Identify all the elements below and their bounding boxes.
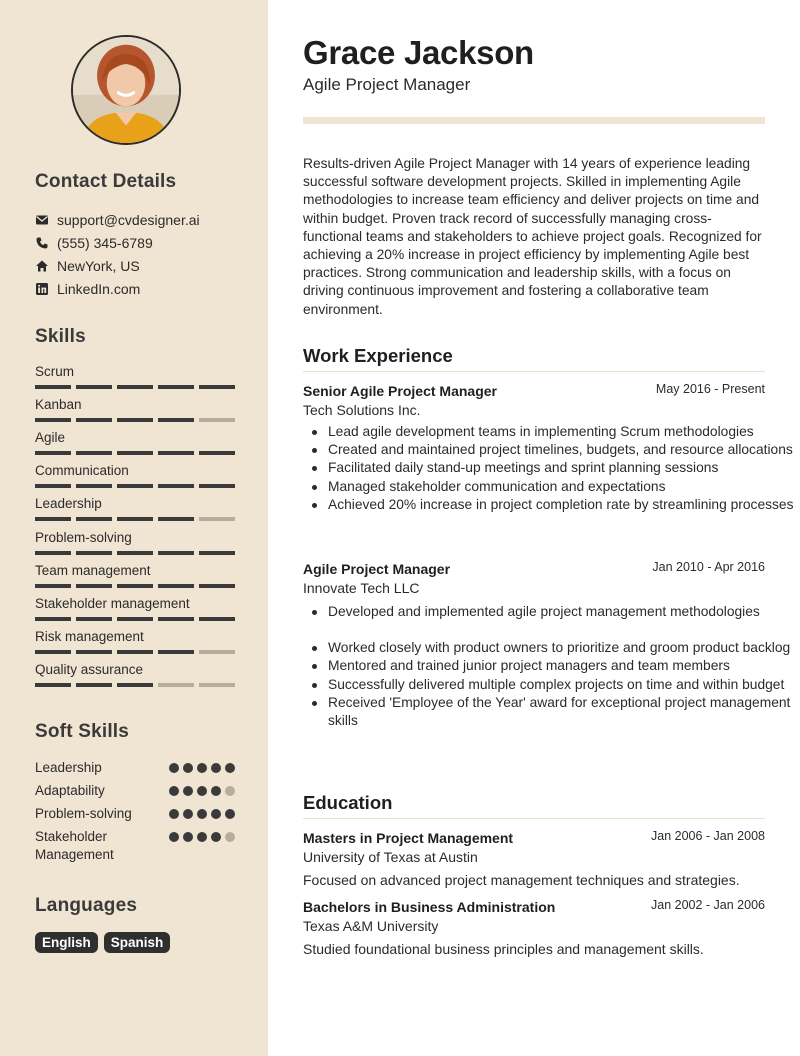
skill-name: Quality assurance bbox=[35, 661, 144, 677]
summary: Results-driven Agile Project Manager with 14 years of experience leading successful software development projects. Skilled in implementing Agile methodologies to increase team efficiency and deliver projects on time and within budget. Proven track record of successfully managing cross-functional teams and stakeholders to achieve project goals. Recognized for achieving a 20% increase in project efficiency by implementing Agile best practices. Strong communication and leadership skills, with a focus on driving continuous improvement and fostering a collaborative team environment. bbox=[303, 156, 762, 317]
skill-level-segment bbox=[117, 584, 153, 588]
skill-level-segment bbox=[117, 385, 153, 389]
skill-name: Agile bbox=[35, 430, 66, 446]
list-item: Worked closely with product owners to prioritize and groom product backlog bbox=[328, 639, 794, 657]
experience-divider bbox=[303, 371, 765, 372]
skill-item bbox=[35, 595, 235, 621]
skill-level-segment bbox=[199, 418, 235, 422]
skill-level-segment bbox=[158, 551, 194, 555]
skill-level-segment bbox=[158, 584, 194, 588]
skill-level-segment bbox=[199, 551, 235, 555]
soft-skill-rating bbox=[169, 763, 235, 773]
contact-phone-text: (555) 345-6789 bbox=[57, 235, 153, 251]
skill-level-segment bbox=[35, 385, 71, 389]
language-badge: Spanish bbox=[104, 932, 171, 953]
list-item: Managed stakeholder communication and expectations bbox=[328, 478, 794, 496]
skill-level-segment bbox=[76, 551, 112, 555]
skill-level-segment bbox=[199, 385, 235, 389]
skill-level-segment bbox=[158, 451, 194, 455]
rating-dot bbox=[211, 809, 221, 819]
education-date: Jan 2006 - Jan 2008 bbox=[651, 829, 765, 843]
list-item: Facilitated daily stand-up meetings and sprint planning sessions bbox=[328, 459, 794, 477]
languages-list bbox=[35, 932, 170, 953]
skill-name: Kanban bbox=[35, 397, 82, 413]
skill-item bbox=[35, 661, 235, 687]
skills-title: Skills bbox=[35, 326, 86, 347]
skill-name: Leadership bbox=[35, 496, 102, 512]
skill-level-segment bbox=[35, 617, 71, 621]
skill-level-segment bbox=[35, 551, 71, 555]
skill-level-segment bbox=[76, 683, 112, 687]
skill-level-segment bbox=[117, 484, 153, 488]
skill-level-bar bbox=[35, 617, 235, 621]
rating-dot bbox=[197, 832, 207, 842]
skill-level-segment bbox=[158, 617, 194, 621]
candidate-name: Grace Jackson bbox=[303, 34, 534, 71]
skill-level-segment bbox=[35, 484, 71, 488]
skill-level-segment bbox=[35, 418, 71, 422]
education-description: Focused on advanced project management techniques and strategies. bbox=[303, 872, 740, 888]
skill-level-segment bbox=[76, 385, 112, 389]
rating-dot bbox=[225, 832, 235, 842]
skill-level-segment bbox=[117, 451, 153, 455]
skill-level-segment bbox=[199, 617, 235, 621]
job-company: Tech Solutions Inc. bbox=[303, 402, 421, 418]
skill-level-segment bbox=[158, 484, 194, 488]
list-item: Mentored and trained junior project managers and team members bbox=[328, 657, 794, 675]
skill-level-bar bbox=[35, 551, 235, 555]
linkedin-icon bbox=[35, 282, 49, 296]
languages-title: Languages bbox=[35, 895, 138, 916]
rating-dot bbox=[169, 763, 179, 773]
skill-level-segment bbox=[76, 650, 112, 654]
rating-dot bbox=[225, 809, 235, 819]
skill-level-segment bbox=[199, 484, 235, 488]
skill-level-segment bbox=[117, 551, 153, 555]
rating-dot bbox=[183, 763, 193, 773]
contact-email-text: support@cvdesigner.ai bbox=[57, 212, 200, 228]
skill-item bbox=[35, 562, 235, 588]
soft-skill-name: Problem-solving bbox=[35, 806, 132, 821]
skill-level-bar bbox=[35, 484, 235, 488]
skill-item bbox=[35, 628, 235, 654]
list-item: Received 'Employee of the Year' award for exceptional project management skills bbox=[328, 694, 794, 730]
rating-dot bbox=[183, 786, 193, 796]
skill-level-segment bbox=[199, 650, 235, 654]
language-badge: English bbox=[35, 932, 98, 953]
skill-level-segment bbox=[117, 617, 153, 621]
home-icon bbox=[35, 259, 49, 273]
rating-dot bbox=[183, 809, 193, 819]
rating-dot bbox=[169, 786, 179, 796]
skill-level-bar bbox=[35, 650, 235, 654]
skill-level-segment bbox=[199, 683, 235, 687]
education-description: Studied foundational business principles and management skills. bbox=[303, 941, 704, 957]
skill-level-segment bbox=[35, 584, 71, 588]
list-item: Developed and implemented agile project management methodologies bbox=[328, 603, 794, 621]
skill-level-segment bbox=[35, 451, 71, 455]
job-date: May 2016 - Present bbox=[655, 382, 765, 396]
soft-skill-name: Stakeholder Management bbox=[35, 829, 114, 862]
skill-level-bar bbox=[35, 451, 235, 455]
soft-skill-rating bbox=[169, 832, 235, 842]
job-bullets bbox=[303, 603, 794, 730]
rating-dot bbox=[197, 763, 207, 773]
degree-title: Masters in Project Management bbox=[303, 830, 514, 846]
skill-level-segment bbox=[35, 650, 71, 654]
avatar bbox=[71, 35, 181, 145]
rating-dot bbox=[197, 809, 207, 819]
skill-level-bar bbox=[35, 584, 235, 588]
skill-level-segment bbox=[199, 517, 235, 521]
rating-dot bbox=[211, 786, 221, 796]
skill-level-segment bbox=[117, 683, 153, 687]
phone-icon bbox=[35, 236, 49, 250]
envelope-icon bbox=[35, 213, 49, 227]
skill-level-bar bbox=[35, 385, 235, 389]
contact-title: Contact Details bbox=[35, 171, 177, 192]
skill-level-bar bbox=[35, 418, 235, 422]
skill-name: Communication bbox=[35, 463, 129, 479]
rating-dot bbox=[183, 832, 193, 842]
contact-location bbox=[35, 258, 140, 274]
skill-level-segment bbox=[199, 451, 235, 455]
skill-name: Team management bbox=[35, 562, 151, 578]
contact-linkedin-text: LinkedIn.com bbox=[57, 281, 141, 297]
skill-level-segment bbox=[158, 418, 194, 422]
header-divider bbox=[303, 117, 765, 124]
rating-dot bbox=[225, 763, 235, 773]
skill-item bbox=[35, 363, 235, 389]
soft-skills-title: Soft Skills bbox=[35, 721, 130, 742]
rating-dot bbox=[197, 786, 207, 796]
skill-level-bar bbox=[35, 683, 235, 687]
skill-level-segment bbox=[76, 617, 112, 621]
education-date: Jan 2002 - Jan 2006 bbox=[651, 898, 765, 912]
education-divider bbox=[303, 818, 765, 819]
skill-level-segment bbox=[76, 484, 112, 488]
school-name: Texas A&M University bbox=[303, 918, 439, 934]
skill-name: Problem-solving bbox=[35, 529, 132, 545]
main-content bbox=[268, 0, 800, 1056]
school-name: University of Texas at Austin bbox=[303, 849, 478, 865]
skill-level-segment bbox=[199, 584, 235, 588]
skill-level-segment bbox=[158, 385, 194, 389]
education-title: Education bbox=[303, 792, 393, 813]
skill-level-segment bbox=[117, 650, 153, 654]
rating-dot bbox=[211, 763, 221, 773]
list-item: Lead agile development teams in implementing Scrum methodologies bbox=[328, 423, 794, 441]
skill-name: Risk management bbox=[35, 628, 144, 644]
rating-dot bbox=[169, 832, 179, 842]
skill-name: Scrum bbox=[35, 364, 75, 379]
job-date: Jan 2010 - Apr 2016 bbox=[652, 560, 765, 574]
rating-dot bbox=[225, 786, 235, 796]
skill-level-segment bbox=[158, 517, 194, 521]
job-company: Innovate Tech LLC bbox=[303, 580, 420, 596]
skill-item bbox=[35, 529, 235, 555]
list-item: Created and maintained project timelines, budgets, and resource allocations bbox=[328, 441, 794, 459]
degree-title: Bachelors in Business Administration bbox=[303, 899, 556, 915]
list-item: Successfully delivered multiple complex projects on time and within budget bbox=[328, 676, 794, 694]
experience-title: Work Experience bbox=[303, 345, 453, 366]
job-title: Agile Project Manager bbox=[303, 561, 451, 577]
skill-level-segment bbox=[76, 418, 112, 422]
skill-level-segment bbox=[76, 451, 112, 455]
soft-skill-item bbox=[35, 805, 235, 823]
skill-level-segment bbox=[158, 683, 194, 687]
soft-skill-name: Leadership bbox=[35, 760, 102, 775]
skill-level-segment bbox=[35, 517, 71, 521]
skill-level-segment bbox=[76, 517, 112, 521]
skill-level-segment bbox=[117, 517, 153, 521]
skill-level-bar bbox=[35, 517, 235, 521]
skill-item bbox=[35, 462, 235, 488]
skill-level-segment bbox=[158, 650, 194, 654]
contact-phone[interactable] bbox=[35, 235, 153, 251]
contact-email[interactable] bbox=[35, 212, 200, 228]
soft-skill-item bbox=[35, 828, 235, 864]
job-title: Senior Agile Project Manager bbox=[303, 383, 497, 399]
skill-level-segment bbox=[76, 584, 112, 588]
soft-skill-item bbox=[35, 782, 235, 800]
soft-skill-rating bbox=[169, 809, 235, 819]
skill-item bbox=[35, 396, 235, 422]
skill-level-segment bbox=[35, 683, 71, 687]
skill-level-segment bbox=[117, 418, 153, 422]
skill-item bbox=[35, 495, 235, 521]
rating-dot bbox=[169, 809, 179, 819]
sidebar bbox=[0, 0, 268, 1056]
skill-item bbox=[35, 429, 235, 455]
rating-dot bbox=[211, 832, 221, 842]
profile-photo bbox=[73, 37, 179, 143]
candidate-title: Agile Project Manager bbox=[303, 75, 471, 94]
contact-linkedin[interactable] bbox=[35, 281, 140, 297]
soft-skill-item bbox=[35, 759, 235, 777]
soft-skill-name: Adaptability bbox=[35, 783, 105, 798]
list-item: Achieved 20% increase in project completion rate by streamlining processes bbox=[328, 496, 794, 514]
soft-skill-rating bbox=[169, 786, 235, 796]
contact-location-text: NewYork, US bbox=[57, 258, 140, 274]
skill-name: Stakeholder management bbox=[35, 595, 190, 611]
job-bullets bbox=[303, 423, 794, 514]
